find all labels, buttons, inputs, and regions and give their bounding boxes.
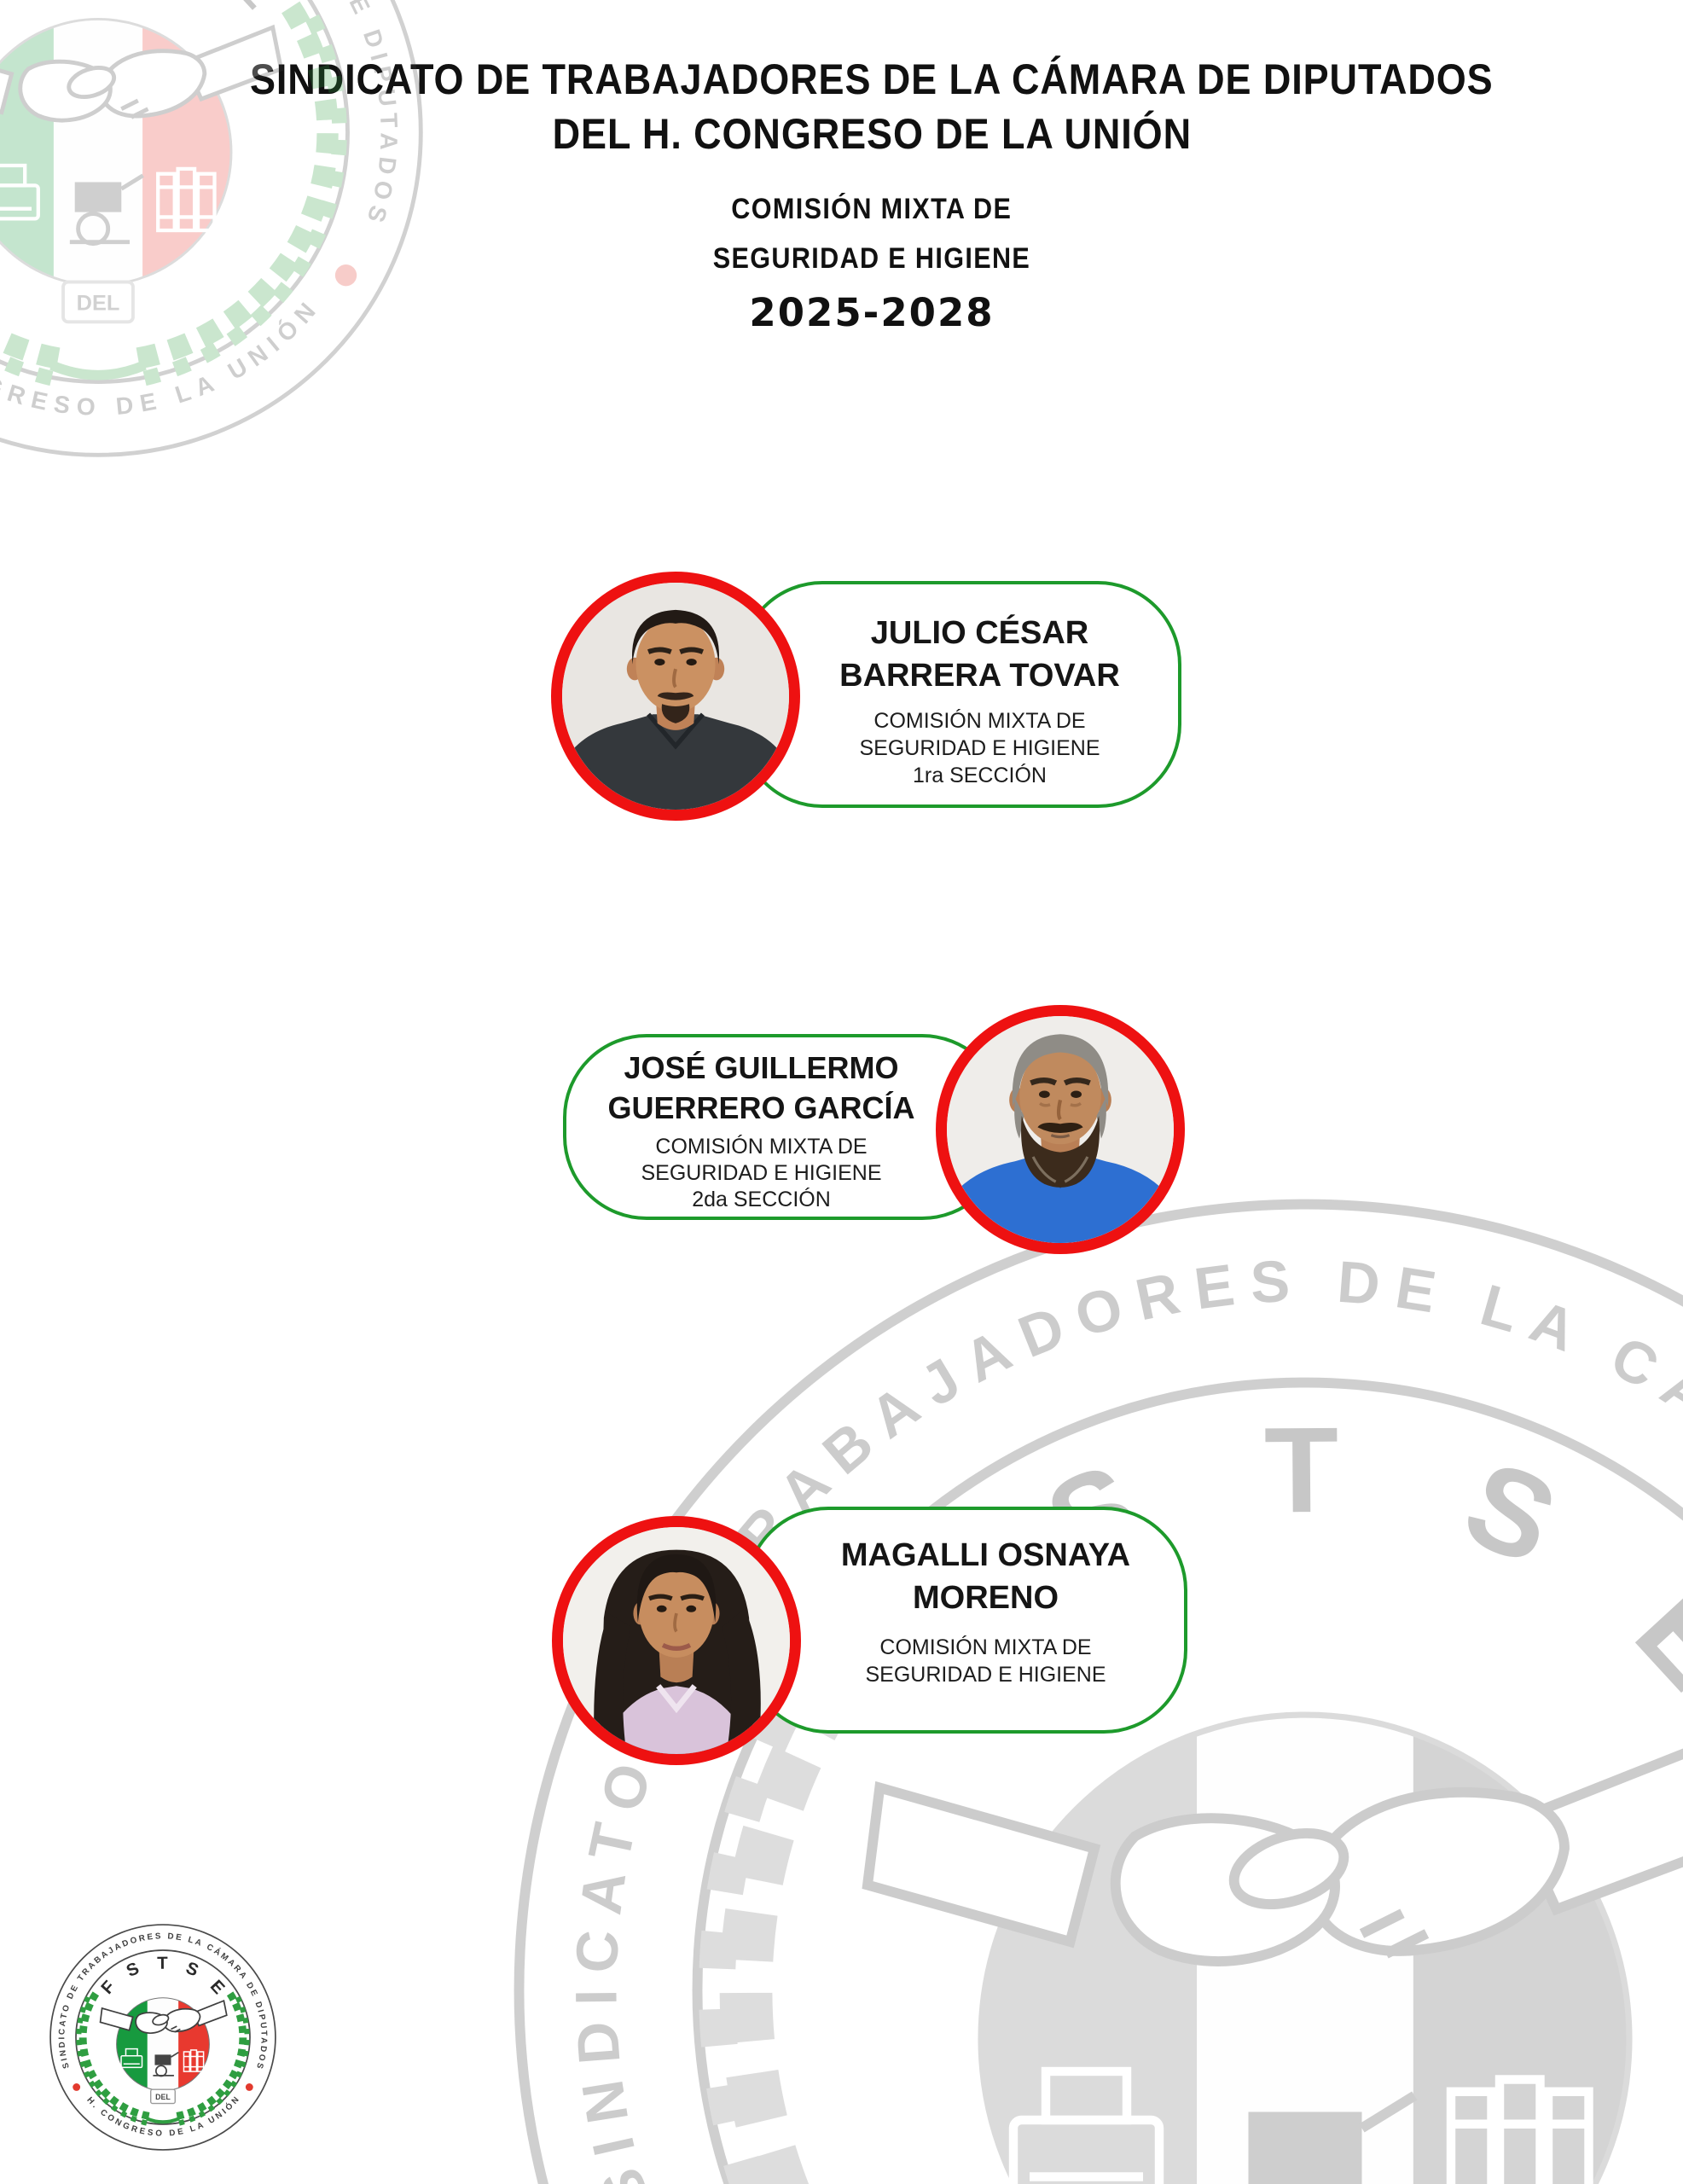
member-role-line1: COMISIÓN MIXTA DE — [655, 1135, 868, 1159]
member-photo — [552, 1516, 801, 1765]
member-photo-avatar — [947, 1016, 1174, 1243]
union-seal-logo — [47, 1921, 279, 2153]
page-title-line2: DEL H. CONGRESO DE LA UNIÓN — [552, 110, 1192, 158]
page-title-line1: SINDICATO DE TRABAJADORES DE LA CÁMARA DE DIPUTADOS — [250, 55, 1494, 103]
member-section: 2da SECCIÓN — [692, 1188, 831, 1211]
member-section: 1ra SECCIÓN — [913, 764, 1047, 787]
red-accent-bar-right — [1042, 317, 1454, 328]
member-name-line2: MORENO — [913, 1580, 1059, 1616]
term-years: 2025-2028 — [749, 290, 995, 335]
subtitle-line1: COMISIÓN MIXTA DE — [731, 193, 1013, 225]
member-name-line1: JULIO CÉSAR — [870, 615, 1089, 651]
member-photo-avatar — [563, 1527, 790, 1754]
member-card — [745, 1507, 1187, 1734]
member-role-line2: SEGURIDAD E HIGIENE — [641, 1161, 882, 1185]
member-role-line2: SEGURIDAD E HIGIENE — [865, 1663, 1106, 1687]
member-role-line1: COMISIÓN MIXTA DE — [879, 1635, 1092, 1659]
member-name-line1: JOSÉ GUILLERMO — [624, 1050, 899, 1085]
green-accent-bar-right — [1098, 225, 1477, 237]
subtitle-line2: SEGURIDAD E HIGIENE — [712, 242, 1031, 275]
member-role-line1: COMISIÓN MIXTA DE — [873, 709, 1086, 733]
member-photo — [936, 1005, 1185, 1254]
member-name-line1: MAGALLI OSNAYA — [840, 1537, 1131, 1573]
member-name-line2: BARRERA TOVAR — [839, 658, 1120, 694]
union-seal-watermark-topleft — [0, 0, 431, 465]
member-card — [739, 581, 1181, 808]
member-photo — [551, 572, 800, 821]
member-role-line2: SEGURIDAD E HIGIENE — [859, 736, 1100, 760]
member-photo-avatar — [562, 583, 789, 810]
member-name-line2: GUERRERO GARCÍA — [607, 1090, 915, 1125]
